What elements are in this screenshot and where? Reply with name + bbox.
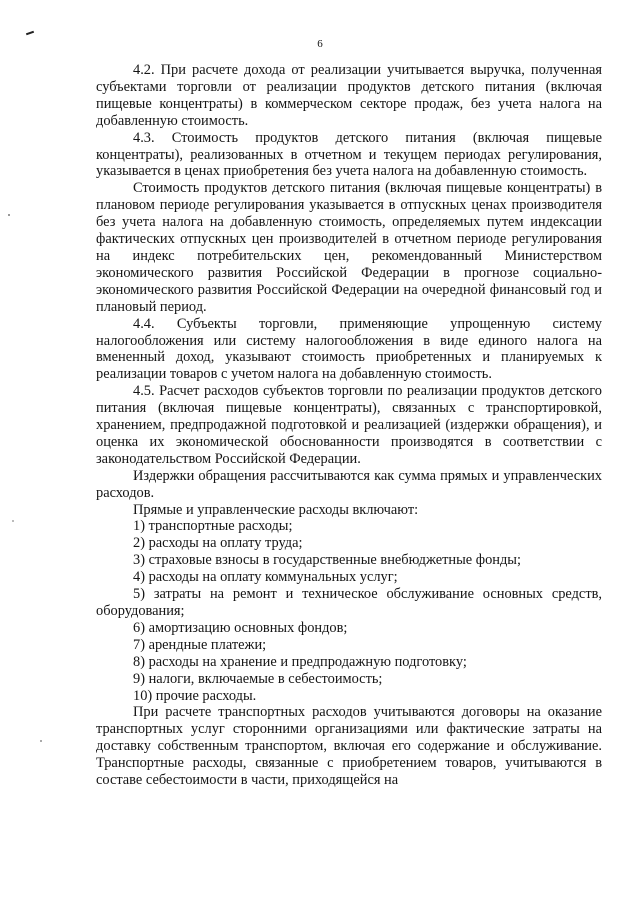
scan-mark <box>26 31 34 36</box>
list-item: 6) амортизацию основных фондов; <box>133 619 348 636</box>
paragraph: 4.3. Стоимость продуктов детского питания (включая пищевые концентраты), реализованных в отчетном и текущем периодах регулирования, указывается в ценах приобретения без учета налога на добавленную стоимость. <box>96 129 602 180</box>
document-body <box>96 62 602 789</box>
paragraph: 4.4. Субъекты торговли, применяющие упрощенную систему налогообложения или систему налогообложения в виде единого налога на вмененный доход, указывают стоимость приобретенных и планируемых к реализации товаров с учетом налога на добавленную стоимость. <box>96 315 602 383</box>
paragraph: Стоимость продуктов детского питания (включая пищевые концентраты) в плановом периоде регулирования указывается в отпускных ценах производителя без учета налога на добавленную стоимость, определяемых путем индексации фактических отпускных цен производителей в отчетном периоде регулирования на индекс потребительских цен, рекомендованный Министерством экономического развития Российской Федерации в прогнозе социально-экономического развития Российской Федерации на очередной финансовый год и плановый период. <box>96 180 602 315</box>
list-item: 9) налоги, включаемые в себестоимость; <box>133 670 383 687</box>
list-item: 3) страховые взносы в государственные внебюджетные фонды; <box>133 552 521 569</box>
paragraph: Издержки обращения рассчитываются как сумма прямых и управленческих расходов. <box>96 467 602 501</box>
paragraph: Прямые и управленческие расходы включают: <box>133 501 419 518</box>
list-item: 1) транспортные расходы; <box>133 518 293 535</box>
list-item: 10) прочие расходы. <box>133 687 257 704</box>
list-item: 4) расходы на оплату коммунальных услуг; <box>133 569 398 586</box>
scan-dot <box>12 520 14 522</box>
paragraph: 4.2. При расчете дохода от реализации учитывается выручка, полученная субъектами торговли от реализации продуктов детского питания (включая пищевые концентраты) в коммерческом секторе продаж, без учета налога на добавленную стоимость. <box>96 62 602 129</box>
list-item: 5) затраты на ремонт и техническое обслуживание основных средств, оборудования; <box>96 586 602 619</box>
paragraph: 4.5. Расчет расходов субъектов торговли по реализации продуктов детского питания (включая пищевые концентраты), связанных с транспортировкой, хранением, предпродажной подготовкой и реализацией (издержки обращения), и оценка их экономической обоснованности производятся в соответствии с законодательством Российской Федерации. <box>96 383 602 467</box>
page-number: 6 <box>317 38 323 50</box>
list-item: 8) расходы на хранение и предпродажную подготовку; <box>133 653 467 670</box>
scan-dot <box>40 740 42 742</box>
list-item: 2) расходы на оплату труда; <box>133 535 303 552</box>
paragraph: При расчете транспортных расходов учитываются договоры на оказание транспортных услуг сторонними организациями или фактические затраты на доставку собственным транспортом, включая его содержание и обслуживание. Транспортные расходы, связанные с приобретением товаров, учитываются в составе себестоимости в части, приходящейся на <box>96 704 602 789</box>
scan-dot <box>8 214 10 216</box>
list-item: 7) арендные платежи; <box>133 636 267 653</box>
